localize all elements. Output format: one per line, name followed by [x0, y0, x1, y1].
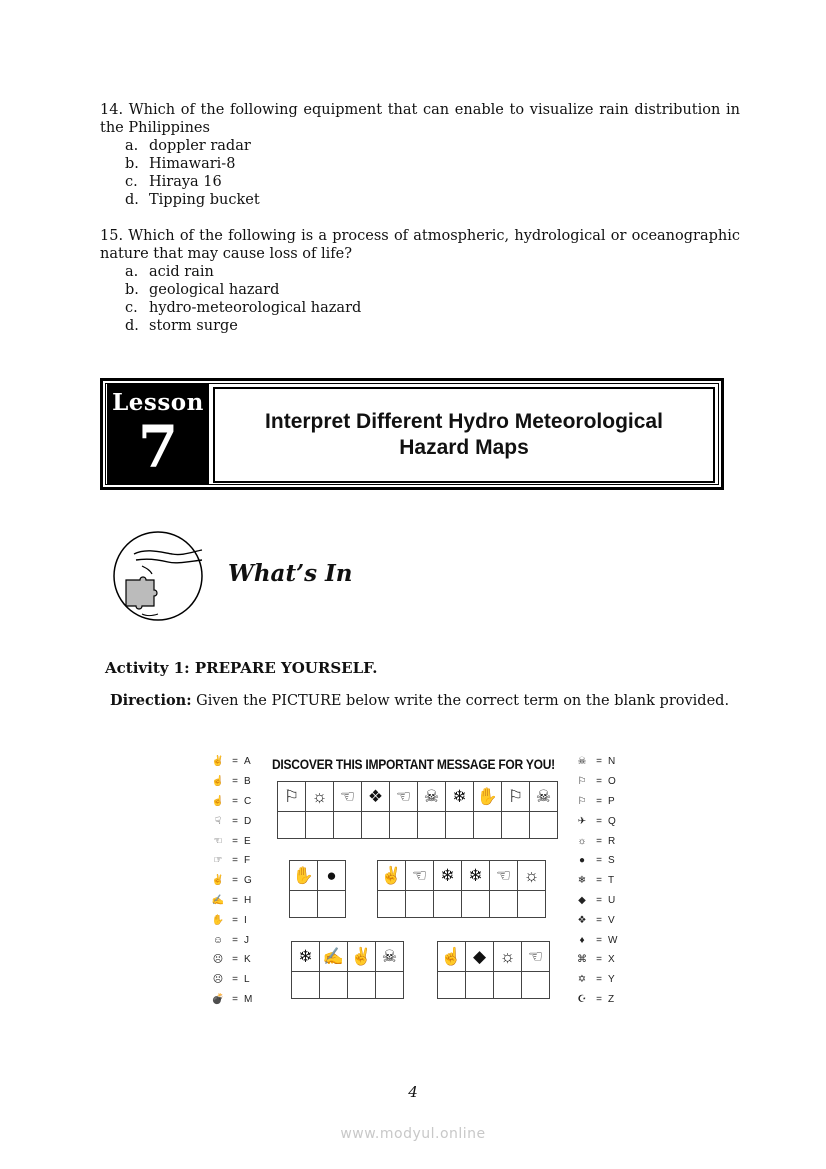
equals-sign: = — [232, 954, 238, 966]
answer-cell — [361, 781, 390, 839]
cipher-letter: R — [608, 835, 616, 847]
cipher-letter: O — [608, 776, 616, 788]
cipher-letter: A — [244, 756, 251, 768]
option-text: Hiraya 16 — [149, 174, 222, 190]
option-letter: c. — [125, 300, 138, 316]
answer-blank[interactable] — [434, 891, 461, 917]
cipher-key-row — [574, 811, 620, 831]
cipher-symbol-icon: ☠ — [577, 756, 587, 768]
equals-sign: = — [596, 914, 602, 926]
cipher-glyph-icon: ❄ — [446, 782, 473, 812]
cipher-key-row — [210, 970, 256, 990]
cipher-glyph-icon: ☠ — [418, 782, 445, 812]
cipher-letter: M — [244, 993, 253, 1005]
cipher-symbol-icon: ☟ — [214, 815, 222, 827]
cipher-letter: I — [244, 914, 247, 926]
option — [100, 281, 740, 299]
watermark: www.modyul.online — [340, 1126, 486, 1142]
equals-sign: = — [232, 974, 238, 986]
cipher-glyph-icon: ❄ — [434, 861, 461, 891]
cipher-letter: T — [608, 875, 615, 887]
answer-blank[interactable] — [320, 972, 347, 998]
cipher-symbol-icon: ⚐ — [577, 795, 587, 807]
cipher-glyph-icon: ☼ — [306, 782, 333, 812]
cipher-letter: S — [608, 855, 615, 867]
answer-cell — [529, 781, 558, 839]
cipher-symbol-icon: ✌ — [211, 875, 225, 887]
answer-blank[interactable] — [406, 891, 433, 917]
cipher-key-row — [574, 990, 620, 1010]
equals-sign: = — [232, 993, 238, 1005]
answer-blank[interactable] — [306, 812, 333, 838]
cipher-letter: E — [244, 835, 251, 847]
equals-sign: = — [596, 875, 602, 887]
question-text: 14. Which of the following equipment that can enable to visualize rain distribution in the Philippines — [100, 102, 740, 136]
cipher-letter: C — [244, 795, 252, 807]
cipher-glyph-icon: ☼ — [494, 942, 521, 972]
answer-cell — [501, 781, 530, 839]
cipher-key-row — [574, 970, 620, 990]
equals-sign: = — [596, 993, 602, 1005]
answer-blank[interactable] — [490, 891, 517, 917]
option-letter: d. — [125, 318, 139, 334]
cipher-key-row — [210, 950, 256, 970]
answer-cell — [277, 781, 306, 839]
equals-sign: = — [596, 756, 602, 768]
question-15 — [100, 227, 740, 335]
activity-title: Activity 1: PREPARE YOURSELF. — [105, 659, 378, 677]
cipher-glyph-icon: ● — [318, 861, 345, 891]
option-letter: b. — [125, 156, 139, 172]
cipher-letter: B — [244, 776, 251, 788]
cipher-symbol-icon: ✍ — [211, 894, 225, 906]
cipher-letter: J — [244, 934, 249, 946]
cipher-key-row — [574, 950, 620, 970]
cipher-symbol-icon: ✡ — [577, 974, 587, 986]
cipher-glyph-icon: ☠ — [376, 942, 403, 972]
answer-cell — [445, 781, 474, 839]
answer-cell — [405, 860, 434, 918]
cipher-letter: H — [244, 894, 252, 906]
answer-blank[interactable] — [362, 812, 389, 838]
question-14 — [100, 101, 740, 209]
answer-row-2b — [378, 860, 546, 918]
equals-sign: = — [232, 756, 238, 768]
option — [100, 299, 740, 317]
option — [100, 137, 740, 155]
cipher-key-right — [574, 752, 620, 1009]
cipher-letter: L — [244, 974, 250, 986]
cipher-key-row — [210, 930, 256, 950]
answer-blank[interactable] — [376, 972, 403, 998]
cipher-glyph-icon: ⚐ — [502, 782, 529, 812]
cipher-symbol-icon: ☝ — [211, 795, 225, 807]
option-text: Tipping bucket — [149, 192, 260, 208]
options-list — [100, 263, 740, 335]
option-text: doppler radar — [149, 138, 251, 154]
answer-blank[interactable] — [502, 812, 529, 838]
answer-blank[interactable] — [466, 972, 493, 998]
answer-blank[interactable] — [348, 972, 375, 998]
answer-blank[interactable] — [494, 972, 521, 998]
option-letter: d. — [125, 192, 139, 208]
option — [100, 191, 740, 209]
answer-blank[interactable] — [334, 812, 361, 838]
cipher-key-row — [210, 891, 256, 911]
cipher-letter: W — [608, 934, 618, 946]
option-letter: c. — [125, 174, 138, 190]
equals-sign: = — [232, 815, 238, 827]
answer-blank[interactable] — [462, 891, 489, 917]
cipher-glyph-icon: ☼ — [518, 861, 545, 891]
answer-blank[interactable] — [446, 812, 473, 838]
cipher-key-row — [210, 851, 256, 871]
option-text: geological hazard — [149, 282, 280, 298]
lesson-title — [213, 387, 715, 483]
lesson-badge — [107, 384, 209, 484]
cipher-key-row — [574, 792, 620, 812]
cipher-symbol-icon: ✈ — [577, 815, 587, 827]
equals-sign: = — [596, 894, 602, 906]
lesson-word: Lesson — [112, 389, 204, 416]
answer-cell — [291, 941, 320, 999]
equals-sign: = — [596, 815, 602, 827]
cipher-symbol-icon: ☞ — [213, 855, 223, 867]
answer-cell — [377, 860, 406, 918]
cipher-key-row — [574, 851, 620, 871]
question-text: 15. Which of the following is a process of atmospheric, hydrological or oceanographic nature that may cause loss of life? — [100, 228, 740, 262]
answer-blank[interactable] — [474, 812, 501, 838]
answer-blank[interactable] — [278, 812, 305, 838]
cipher-key-row — [210, 871, 256, 891]
cipher-symbol-icon: 💣 — [211, 993, 225, 1005]
answer-row-3b — [438, 941, 550, 999]
option-text: acid rain — [149, 264, 214, 280]
answer-row-1 — [278, 781, 558, 839]
cipher-letter: U — [608, 894, 616, 906]
cipher-glyph-icon: ⚐ — [278, 782, 305, 812]
option — [100, 263, 740, 281]
cipher-letter: Q — [608, 815, 616, 827]
cipher-glyph-icon: ✍ — [320, 942, 347, 972]
lesson-number: 7 — [137, 413, 179, 481]
cipher-letter: X — [608, 954, 615, 966]
answer-blank[interactable] — [292, 972, 319, 998]
cipher-symbol-icon: ⌘ — [577, 954, 587, 966]
option-text: storm surge — [149, 318, 238, 334]
cipher-letter: Y — [608, 974, 615, 986]
cipher-letter: F — [244, 855, 251, 867]
cipher-glyph-icon: ☜ — [390, 782, 417, 812]
direction-text: Given the PICTURE below write the correct term on the blank provided. — [191, 693, 730, 709]
answer-cell — [417, 781, 446, 839]
cipher-symbol-icon: ❄ — [577, 875, 587, 887]
section-title: What’s In — [228, 560, 353, 587]
answer-blank[interactable] — [518, 891, 545, 917]
cipher-glyph-icon: ☜ — [490, 861, 517, 891]
answer-cell — [461, 860, 490, 918]
cipher-key-row — [574, 772, 620, 792]
answer-cell — [521, 941, 550, 999]
cipher-letter: G — [244, 875, 252, 887]
cipher-symbol-icon: ◆ — [578, 894, 586, 906]
equals-sign: = — [232, 875, 238, 887]
equals-sign: = — [596, 835, 602, 847]
answer-cell — [389, 781, 418, 839]
cipher-key-row — [574, 891, 620, 911]
answer-cell — [333, 781, 362, 839]
equals-sign: = — [232, 855, 238, 867]
cipher-glyph-icon: ☝ — [438, 942, 465, 972]
equals-sign: = — [232, 914, 238, 926]
equals-sign: = — [596, 974, 602, 986]
puzzle-title: DISCOVER THIS IMPORTANT MESSAGE FOR YOU! — [272, 756, 555, 772]
cipher-symbol-icon: ♦ — [579, 934, 585, 946]
cipher-letter: V — [608, 914, 615, 926]
lesson-banner — [100, 378, 724, 490]
cipher-key-row — [574, 930, 620, 950]
answer-blank[interactable] — [318, 891, 345, 917]
cipher-symbol-icon: ☹ — [212, 954, 224, 966]
lesson-title-line2: Hazard Maps — [399, 436, 529, 459]
cipher-symbol-icon: ☺ — [212, 934, 224, 946]
cipher-glyph-icon: ✌ — [348, 942, 375, 972]
cipher-glyph-icon: ☜ — [334, 782, 361, 812]
answer-cell — [433, 860, 462, 918]
cipher-key-row — [210, 752, 256, 772]
answer-blank[interactable] — [378, 891, 405, 917]
cipher-symbol-icon: ☜ — [213, 835, 223, 847]
answer-cell — [465, 941, 494, 999]
answer-blank[interactable] — [438, 972, 465, 998]
cipher-letter: N — [608, 756, 616, 768]
cipher-glyph-icon: ❄ — [292, 942, 319, 972]
cipher-key-row — [210, 811, 256, 831]
cipher-puzzle — [210, 750, 630, 1010]
cipher-key-left — [210, 752, 256, 1009]
cipher-symbol-icon: ⚐ — [577, 776, 587, 788]
option — [100, 155, 740, 173]
equals-sign: = — [596, 934, 602, 946]
answer-cell — [489, 860, 518, 918]
option — [100, 317, 740, 335]
cipher-symbol-icon: ☼ — [577, 835, 587, 847]
answer-cell — [437, 941, 466, 999]
cipher-letter: K — [244, 954, 251, 966]
cipher-glyph-icon: ✋ — [290, 861, 317, 891]
answer-cell — [347, 941, 376, 999]
option-text: hydro-meteorological hazard — [149, 300, 362, 316]
cipher-letter: D — [244, 815, 252, 827]
answer-cell — [305, 781, 334, 839]
direction-label: Direction: — [110, 692, 192, 709]
cipher-symbol-icon: ✌ — [211, 756, 225, 768]
equals-sign: = — [596, 954, 602, 966]
cipher-key-row — [210, 792, 256, 812]
answer-blank[interactable] — [290, 891, 317, 917]
direction — [110, 692, 729, 709]
page-number: 4 — [408, 1083, 418, 1101]
cipher-key-row — [574, 752, 620, 772]
answer-blank[interactable] — [530, 812, 557, 838]
cipher-key-row — [210, 831, 256, 851]
cipher-letter: Z — [608, 993, 615, 1005]
answer-cell — [317, 860, 346, 918]
answer-row-2a — [290, 860, 346, 918]
equals-sign: = — [596, 776, 602, 788]
answer-cell — [517, 860, 546, 918]
answer-cell — [319, 941, 348, 999]
cipher-symbol-icon: ☝ — [211, 776, 225, 788]
cipher-glyph-icon: ☜ — [522, 942, 549, 972]
equals-sign: = — [232, 776, 238, 788]
cipher-letter: P — [608, 795, 615, 807]
option-text: Himawari-8 — [149, 156, 236, 172]
cipher-glyph-icon: ◆ — [466, 942, 493, 972]
option — [100, 173, 740, 191]
equals-sign: = — [596, 795, 602, 807]
answer-cell — [493, 941, 522, 999]
options-list — [100, 137, 740, 209]
cipher-key-row — [574, 871, 620, 891]
answer-blank[interactable] — [418, 812, 445, 838]
cipher-key-row — [574, 910, 620, 930]
answer-blank[interactable] — [390, 812, 417, 838]
cipher-glyph-icon: ☠ — [530, 782, 557, 812]
cipher-glyph-icon: ✋ — [474, 782, 501, 812]
answer-cell — [473, 781, 502, 839]
cipher-glyph-icon: ❄ — [462, 861, 489, 891]
equals-sign: = — [232, 795, 238, 807]
cipher-key-row — [574, 831, 620, 851]
cipher-glyph-icon: ☜ — [406, 861, 433, 891]
cipher-key-row — [210, 910, 256, 930]
cipher-symbol-icon: ☪ — [577, 993, 587, 1005]
answer-row-3a — [292, 941, 404, 999]
equals-sign: = — [232, 835, 238, 847]
cipher-symbol-icon: ✋ — [211, 914, 225, 926]
answer-cell — [375, 941, 404, 999]
answer-cell — [289, 860, 318, 918]
answer-blank[interactable] — [522, 972, 549, 998]
cipher-symbol-icon: ● — [578, 855, 586, 867]
lesson-title-line1: Interpret Different Hydro Meteorological — [265, 410, 663, 433]
cipher-key-row — [210, 990, 256, 1010]
cipher-symbol-icon: ❖ — [577, 914, 587, 926]
cipher-glyph-icon: ✌ — [378, 861, 405, 891]
equals-sign: = — [232, 894, 238, 906]
equals-sign: = — [232, 934, 238, 946]
option-letter: a. — [125, 138, 139, 154]
option-letter: a. — [125, 264, 139, 280]
equals-sign: = — [596, 855, 602, 867]
cipher-glyph-icon: ❖ — [362, 782, 389, 812]
cipher-symbol-icon: ☹ — [212, 974, 224, 986]
option-letter: b. — [125, 282, 139, 298]
cipher-key-row — [210, 772, 256, 792]
puzzle-hand-icon — [112, 530, 204, 622]
